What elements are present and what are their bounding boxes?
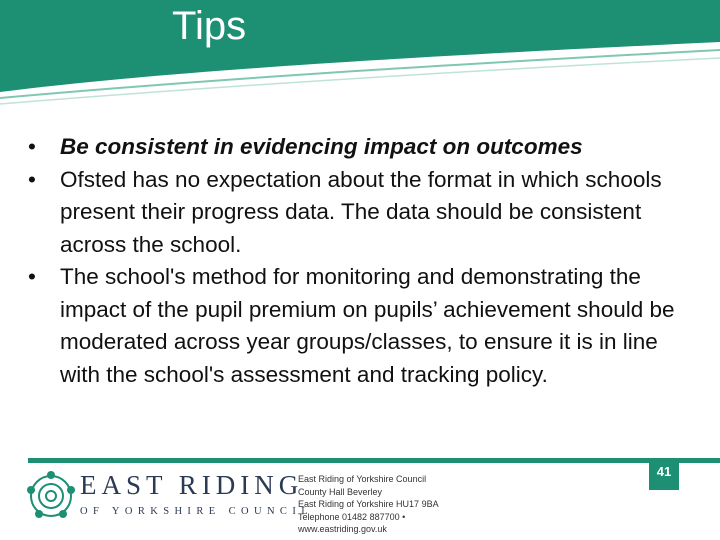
slide-header <box>0 0 720 112</box>
logo-sub-text: OF YORKSHIRE COUNCIL <box>80 506 314 517</box>
bullet-text: The school's method for monitoring and demonstrating the impact of the pupil premium on pupils’ achievement should be moderated across year groups/classes, to ensure it is in line with the school's assessment and tracking policy. <box>60 264 675 387</box>
header-swoosh-decoration <box>0 0 720 112</box>
bullet-item <box>28 131 688 164</box>
bullet-text: Ofsted has no expectation about the format in which schools present their progress data. The data should be consistent across the school. <box>60 166 662 257</box>
address-line: East Riding of Yorkshire HU17 9BA <box>298 499 439 509</box>
bullet-item <box>28 164 688 262</box>
bullet-marker: • <box>28 134 36 159</box>
bullet-marker: • <box>28 264 36 289</box>
logo-main-text: EAST RIDING <box>80 470 304 500</box>
address-line: County Hall Beverley <box>298 486 383 497</box>
bullet-list <box>28 131 688 391</box>
address-line: East Riding of Yorkshire Council <box>298 474 427 484</box>
council-logo <box>80 470 313 517</box>
address-line: Telephone 01482 887700 • <box>298 511 406 522</box>
yorkshire-rose-icon <box>26 470 76 522</box>
slide-title: Tips <box>172 4 247 48</box>
footer-divider <box>28 458 720 463</box>
council-address <box>298 473 439 536</box>
bullet-text: Be consistent in evidencing impact on outcomes <box>60 134 583 159</box>
website-link[interactable]: www.eastriding.gov.uk <box>298 524 387 534</box>
page-number: 41 <box>649 458 679 490</box>
bullet-item <box>28 261 688 391</box>
bullet-marker: • <box>28 166 36 192</box>
